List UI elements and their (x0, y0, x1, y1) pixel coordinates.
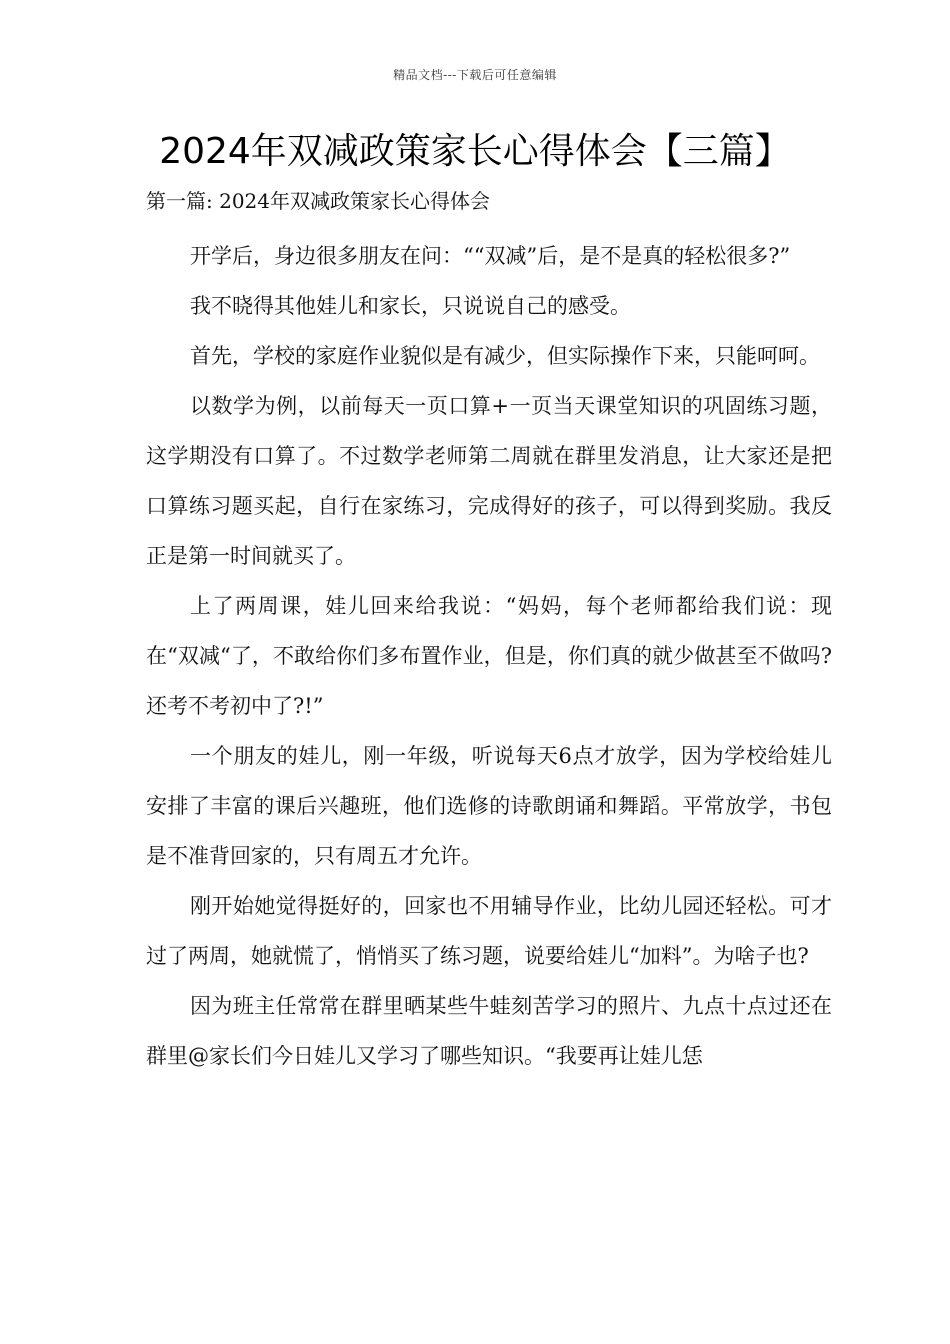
document-title: 2024年双减政策家长心得体会【三篇】 (159, 131, 791, 172)
paragraph: 开学后，身边很多朋友在问：““双减”后，是不是真的轻松很多?” (190, 244, 791, 268)
header-note: 精品文档---下载后可任意编辑 (393, 68, 557, 82)
paragraph: 首先，学校的家庭作业貌似是有减少，但实际操作下来，只能呵呵。 (190, 344, 820, 368)
paragraph: 以数学为例，以前每天一页口算+一页当天课堂知识的巩固练习题，这学期没有口算了。不过数学老师第二周就在群里发消息，让大家还是把口算练习题买起，自行在家练习，完成得好的孩子，可以得到奖励。我反正是第一时间就买了。 (146, 394, 832, 568)
paragraph: 刚开始她觉得挺好的，回家也不用辅导作业，比幼儿园还轻松。可才过了两周，她就慌了，悄悄买了练习题，说要给娃儿“加料”。为啥子也? (146, 894, 832, 968)
section-subtitle: 第一篇: 2024年双减政策家长心得体会 (146, 189, 490, 213)
document-body (146, 231, 832, 1081)
paragraph: 因为班主任常常在群里晒某些牛蛙刻苦学习的照片、九点十点过还在群里@家长们今日娃儿又学习了哪些知识。“我要再让娃儿恁 (146, 994, 832, 1068)
paragraph: 上了两周课，娃儿回来给我说：“妈妈，每个老师都给我们说：现在“双减“了，不敢给你们多布置作业，但是，你们真的就少做甚至不做吗?还考不考初中了?!” (146, 594, 832, 718)
paragraph: 一个朋友的娃儿，刚一年级，听说每天6点才放学，因为学校给娃儿安排了丰富的课后兴趣班，他们选修的诗歌朗诵和舞蹈。平常放学，书包是不准背回家的，只有周五才允许。 (146, 744, 832, 868)
paragraph: 我不晓得其他娃儿和家长，只说说自己的感受。 (190, 294, 631, 318)
